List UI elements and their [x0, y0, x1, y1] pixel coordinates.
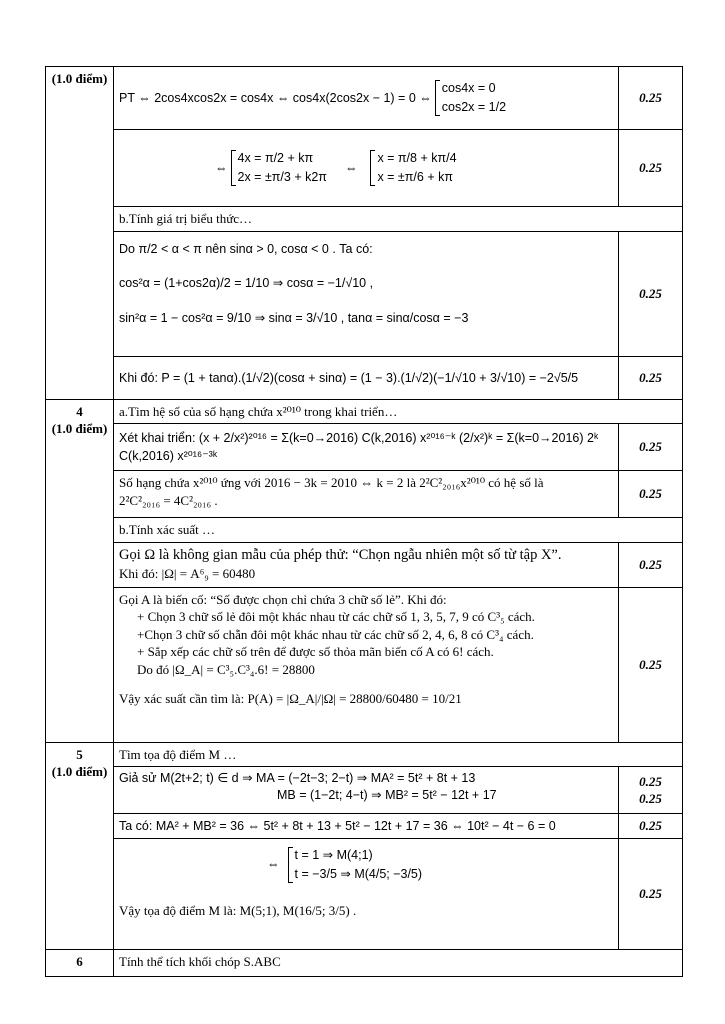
system-case: cos2x = 1/2: [441, 100, 507, 114]
question-number: 6: [76, 954, 83, 970]
text-line: Gọi Ω là không gian mẫu của phép thử: “Chọn ngẫu nhiên một số từ tập X”.: [119, 546, 562, 563]
score-cell: 0.25: [619, 471, 683, 518]
question-cell-4: [46, 399, 114, 742]
text-line: Số hạng chứa x²⁰¹⁰ ứng với 2016 − 3k = 2010 ⇔ k = 2 là 2²C²₂₀₁₆x²⁰¹⁰ có hệ số là: [119, 475, 544, 491]
content-cell: [114, 67, 619, 130]
question-cell-5: [46, 742, 114, 949]
score-cell: 0.25: [619, 356, 683, 399]
content-cell: [114, 767, 619, 814]
section-heading: Tính thể tích khối chóp S.ABC: [114, 950, 683, 977]
row-equation-t: [46, 814, 683, 839]
score-cell: 0.25: [619, 542, 683, 587]
score-cell: 0.25: [619, 67, 683, 130]
question-number: 4: [76, 403, 83, 419]
section-heading: b.Tính giá trị biểu thức…: [114, 207, 683, 232]
content-cell: [114, 424, 619, 471]
equation-text: PT ⇔ 2cos4xcos2x = cos4x ⇔ cos4x(2cos2x − 1) = 0 ⇔: [119, 90, 432, 105]
equivalence-symbol: ⇔: [215, 160, 228, 175]
question-points: (1.0 điểm): [51, 71, 108, 86]
text-line: + Sắp xếp các chữ số trên để được số thỏa mãn biến cố A có 6! cách.: [137, 644, 494, 660]
text-line: Giả sử M(2t+2; t) ∈ d ⇒ MA = (−2t−3; 2−t) ⇒ MA² = 5t² + 8t + 13: [119, 771, 476, 786]
score-value: 0.25: [639, 791, 662, 807]
content-cell: [114, 130, 619, 207]
equivalence-symbol: ⇔: [344, 160, 358, 175]
row-heading-b: [46, 207, 683, 232]
row-q5-heading: [46, 742, 683, 767]
text-line: Do π/2 < α < π nên sinα > 0, cosα < 0 . Ta có:: [119, 241, 373, 256]
content-cell: [114, 587, 619, 742]
score-cell: 0.25: [619, 587, 683, 742]
score-cell: 0.25: [619, 231, 683, 356]
section-heading: b.Tính xác suất …: [114, 518, 683, 543]
text-line: cos²α = (1+cos2α)/2 = 1/10 ⇒ cosα = −1/√10 ,: [119, 276, 374, 291]
text-line: Khi đó: |Ω| = A⁶₉ = 60480: [119, 566, 256, 582]
row-vectors: [46, 767, 683, 814]
text-line: Vậy xác suất cần tìm là: P(A) = |Ω_A|/|Ω| = 28800/60480 = 10/21: [119, 691, 462, 707]
solution-table: [45, 66, 683, 977]
equation-system: [231, 149, 327, 187]
text-line: Do đó |Ω_A| = C³₅.C³₄.6! = 28800: [137, 661, 315, 677]
row-trig-values: [46, 231, 683, 356]
row-q6: [46, 950, 683, 977]
content-cell: [114, 231, 619, 356]
row-q4-heading: [46, 399, 683, 424]
text-line: Ta có: MA² + MB² = 36 ⇔ 5t² + 8t + 13 + 5t² − 12t + 17 = 36 ⇔ 10t² − 4t − 6 = 0: [119, 819, 556, 834]
row-heading-prob: [46, 518, 683, 543]
text-line: Vậy tọa độ điểm M là: M(5;1), M(16/5; 3/5) .: [119, 902, 357, 918]
content-cell: [114, 356, 619, 399]
question-cell-6: [46, 950, 114, 977]
text-line: Gọi A là biến cố: “Số được chọn chỉ chứa 3 chữ số lẻ”. Khi đó:: [119, 591, 447, 607]
row-points-m: [46, 839, 683, 950]
score-cell: 0.25: [619, 814, 683, 839]
content-cell: [114, 471, 619, 518]
question-points: (1.0 điểm): [51, 764, 108, 780]
equation-system: [435, 79, 506, 117]
score-cell: 0.25: [619, 839, 683, 950]
row-pt-equation: [46, 67, 683, 130]
row-solutions: [46, 130, 683, 207]
text-line: + Chọn 3 chữ số lẻ đôi một khác nhau từ các chữ số 1, 3, 5, 7, 9 có C³₅ cách.: [137, 609, 535, 625]
score-cell: 0.25: [619, 130, 683, 207]
section-heading: a.Tìm hệ số của số hạng chứa x²⁰¹⁰ trong khai triển…: [114, 399, 683, 424]
equation-system: [288, 846, 423, 884]
question-number: 5: [76, 746, 83, 762]
system-case: t = 1 ⇒ M(4;1): [294, 848, 373, 863]
system-case: 4x = π/2 + kπ: [237, 151, 314, 166]
question-points: (1.0 điểm): [51, 421, 108, 437]
system-case: cos4x = 0: [441, 81, 496, 96]
system-case: x = π/8 + kπ/4: [377, 151, 457, 166]
content-cell: [114, 839, 619, 950]
score-value: 0.25: [639, 773, 662, 789]
text-line: Khi đó: P = (1 + tanα).(1/√2)(cosα + sinα) = (1 − 3).(1/√2)(−1/√10 + 3/√10) = −2√5/5: [119, 370, 579, 385]
row-expression-value: [46, 356, 683, 399]
text-line: Xét khai triển: (x + 2/x²)²⁰¹⁶ = Σ(k=0→2016) C(k,2016) x²⁰¹⁶⁻ᵏ (2/x²)ᵏ = Σ(k=0→2016) 2ᵏ C(k,2016) x²⁰¹⁶⁻³ᵏ: [119, 431, 599, 464]
system-case: x = ±π/6 + kπ: [377, 170, 453, 184]
equation-system: [370, 149, 456, 187]
system-case: 2x = ±π/3 + k2π: [237, 170, 327, 184]
row-event: [46, 587, 683, 742]
question-cell-3: [46, 67, 114, 400]
text-line: +Chọn 3 chữ số chẵn đôi một khác nhau từ các chữ số 2, 4, 6, 8 có C³₄ cách.: [137, 626, 534, 642]
row-sample-space: [46, 542, 683, 587]
content-cell: [114, 542, 619, 587]
text-line: sin²α = 1 − cos²α = 9/10 ⇒ sinα = 3/√10 , tanα = sinα/cosα = −3: [119, 311, 469, 326]
content-cell: [114, 814, 619, 839]
text-line: MB = (1−2t; 4−t) ⇒ MB² = 5t² − 12t + 17: [277, 788, 497, 803]
score-cell: 0.25: [619, 424, 683, 471]
equivalence-symbol: ⇔: [267, 857, 280, 872]
row-binomial: [46, 424, 683, 471]
text-line: 2²C²₂₀₁₆ = 4C²₂₀₁₆ .: [119, 492, 218, 508]
score-cell: [619, 767, 683, 814]
section-heading: Tìm tọa độ điểm M …: [114, 742, 683, 767]
system-case: t = −3/5 ⇒ M(4/5; −3/5): [294, 866, 423, 881]
row-coefficient: [46, 471, 683, 518]
